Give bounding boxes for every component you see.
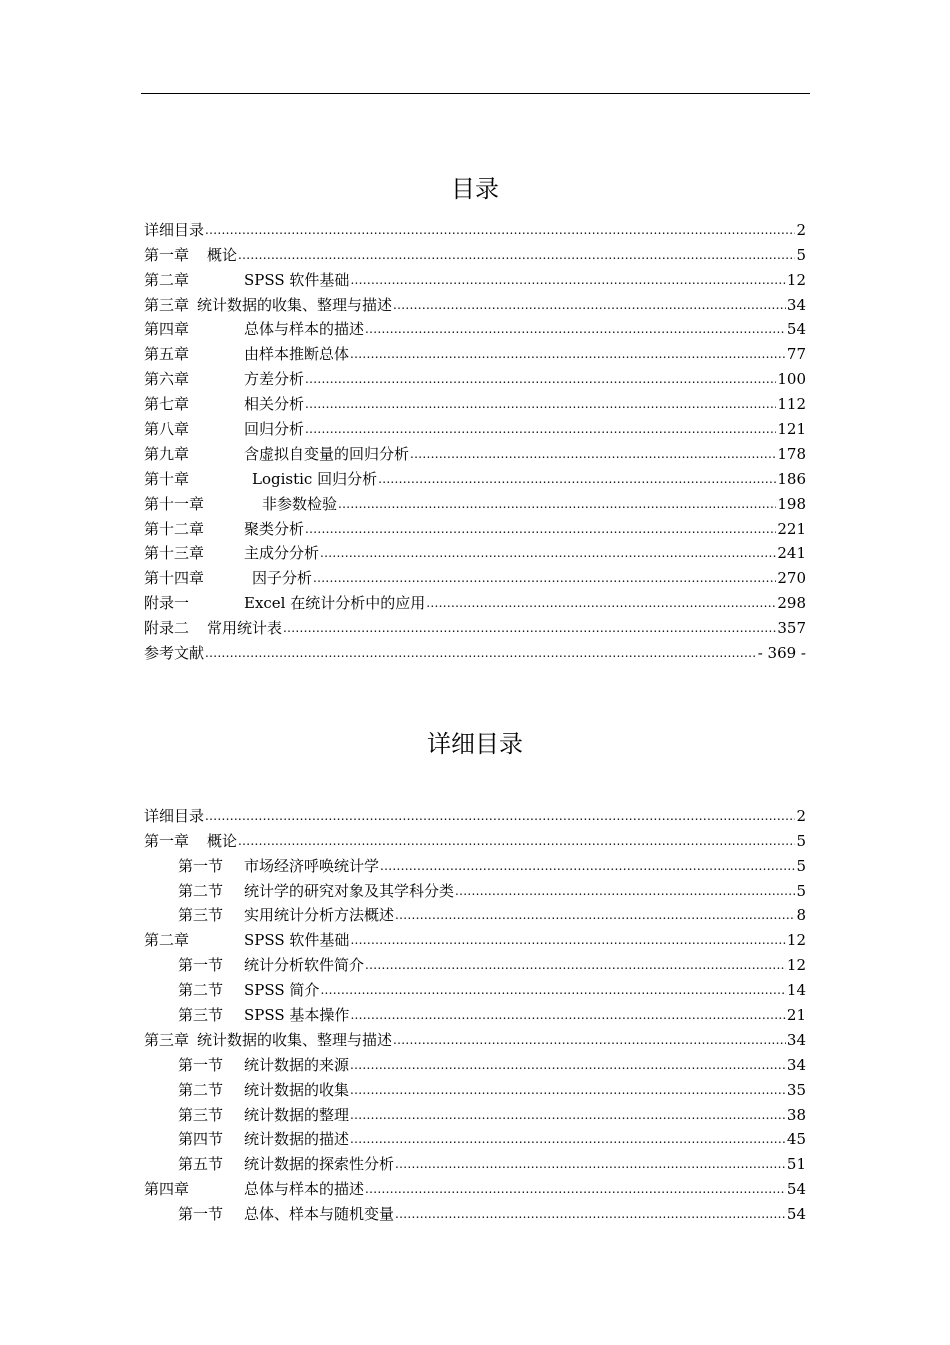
toc-entry-label <box>178 882 454 900</box>
toc-entry-page: 357 <box>777 619 806 638</box>
toc-entry-label <box>178 857 379 875</box>
toc-entry-title: 方差分析 <box>244 370 305 389</box>
toc-entry-page: 12 <box>786 956 806 975</box>
toc-entry-number: 第二节 <box>178 1080 224 1099</box>
detailed-toc-title: 详细目录 <box>427 730 523 758</box>
toc-entry-page: 121 <box>777 420 806 439</box>
toc-entry-number: 第二章 <box>144 931 190 950</box>
toc-entry-title: 详细目录 <box>144 220 205 239</box>
dot-leader <box>320 981 785 999</box>
dot-leader <box>350 1106 786 1124</box>
dot-leader <box>395 906 795 924</box>
toc-entry-page: 5 <box>796 245 806 264</box>
toc-entry-title: SPSS 简介 <box>244 981 320 1000</box>
dot-leader <box>350 345 786 363</box>
toc-entry[interactable] <box>144 214 806 239</box>
toc-entry-number: 第九章 <box>144 444 190 463</box>
toc-entry-label <box>178 1056 349 1074</box>
dot-leader <box>283 619 776 637</box>
toc-entry-page: 298 <box>777 594 806 613</box>
dot-leader <box>238 832 795 850</box>
toc-entry-page: 34 <box>786 1055 806 1074</box>
toc-entry-label <box>144 395 304 413</box>
toc-entry-label <box>178 981 319 999</box>
dot-leader <box>380 857 795 875</box>
toc-entry-label <box>178 1006 349 1024</box>
toc-entry-label <box>144 520 304 538</box>
toc-entry-title: 概论 <box>207 245 238 264</box>
toc-entry-title: 因子分析 <box>252 569 313 588</box>
dot-leader <box>395 1205 786 1223</box>
toc-entry[interactable] <box>144 999 806 1024</box>
toc-entry-label <box>144 569 312 587</box>
toc-entry-label <box>144 420 304 438</box>
toc-entry-number: 第一节 <box>178 856 224 875</box>
toc-entry-label <box>144 296 392 314</box>
toc-entry[interactable] <box>144 413 806 438</box>
dot-leader <box>205 807 795 825</box>
toc-entry-number: 第一节 <box>178 1205 224 1224</box>
toc-entry-label <box>178 1130 349 1148</box>
toc-entry-title: 统计数据的来源 <box>244 1055 350 1074</box>
toc-entry-title: 主成分分析 <box>244 544 320 563</box>
toc-entry-number: 第二节 <box>178 881 224 900</box>
dot-leader <box>350 931 785 949</box>
toc-entry-number: 第一节 <box>178 956 224 975</box>
toc-entry-page: 2 <box>796 806 806 825</box>
toc-entry-number: 第五节 <box>178 1155 224 1174</box>
toc-entry-title: 由样本推断总体 <box>244 345 350 364</box>
toc-entry-page: 54 <box>786 1205 806 1224</box>
dot-leader <box>395 1155 786 1173</box>
dot-leader <box>305 370 776 388</box>
toc-entry[interactable] <box>144 1024 806 1049</box>
toc-entry[interactable] <box>144 363 806 388</box>
toc-entry-label <box>144 1031 392 1049</box>
toc-entry[interactable] <box>144 900 806 925</box>
toc-entry[interactable] <box>144 513 806 538</box>
toc-entry[interactable] <box>144 1049 806 1074</box>
dot-leader <box>350 1056 786 1074</box>
toc-entry-number: 第三章 <box>144 1030 190 1049</box>
toc-entry-label <box>144 644 204 662</box>
toc-entry[interactable] <box>144 637 806 662</box>
toc-list <box>144 214 806 662</box>
toc-entry-label <box>144 271 349 289</box>
toc-entry[interactable] <box>144 1198 806 1223</box>
toc-entry-number: 第三节 <box>178 1105 224 1124</box>
toc-entry[interactable] <box>144 463 806 488</box>
toc-entry-page: 270 <box>777 569 806 588</box>
toc-entry-page: 5 <box>796 831 806 850</box>
toc-entry-page: 8 <box>796 906 806 925</box>
toc-entry-label <box>144 221 204 239</box>
toc-entry-number: 第五章 <box>144 345 190 364</box>
toc-entry-label <box>144 832 237 850</box>
toc-entry-page: 14 <box>786 981 806 1000</box>
toc-entry-title: Excel 在统计分析中的应用 <box>244 594 426 613</box>
toc-entry-page: 2 <box>796 220 806 239</box>
toc-entry-label <box>144 345 349 363</box>
toc-entry-page: 38 <box>786 1105 806 1124</box>
toc-entry-label <box>144 1180 364 1198</box>
toc-entry-page: 198 <box>777 494 806 513</box>
toc-entry-title: 总体与样本的描述 <box>244 320 365 339</box>
toc-entry[interactable] <box>144 388 806 413</box>
toc-entry-number: 第十一章 <box>144 494 205 513</box>
toc-entry-label <box>144 246 237 264</box>
toc-title: 目录 <box>451 175 499 203</box>
toc-entry-label <box>178 956 364 974</box>
toc-entry[interactable] <box>144 562 806 587</box>
toc-entry-title: 统计数据的描述 <box>244 1130 350 1149</box>
toc-entry-label <box>144 495 337 513</box>
toc-entry-number: 附录二 <box>144 619 190 638</box>
toc-entry-number: 第四章 <box>144 1180 190 1199</box>
toc-entry[interactable] <box>144 314 806 339</box>
toc-entry-number: 第一节 <box>178 1055 224 1074</box>
toc-entry-page: 12 <box>786 270 806 289</box>
toc-entry-page: 34 <box>786 295 806 314</box>
toc-entry-title: 统计数据的收集、整理与描述 <box>197 1030 393 1049</box>
toc-entry-number: 附录一 <box>144 594 190 613</box>
toc-entry-title: 总体与样本的描述 <box>244 1180 365 1199</box>
toc-entry-title: 统计数据的收集、整理与描述 <box>197 295 393 314</box>
toc-entry[interactable] <box>144 875 806 900</box>
toc-entry-number: 第一章 <box>144 831 190 850</box>
toc-entry[interactable] <box>144 1124 806 1149</box>
toc-entry-page: 112 <box>777 395 806 414</box>
toc-entry-label <box>178 1155 394 1173</box>
toc-entry-page: 241 <box>777 544 806 563</box>
toc-entry-page: 221 <box>777 519 806 538</box>
dot-leader <box>410 445 776 463</box>
dot-leader <box>365 956 786 974</box>
dot-leader <box>205 644 757 662</box>
toc-entry-title: SPSS 软件基础 <box>244 270 350 289</box>
toc-entry-page: 51 <box>786 1155 806 1174</box>
toc-entry-title: 回归分析 <box>244 420 305 439</box>
toc-entry-title: 常用统计表 <box>207 619 283 638</box>
toc-entry-number: 第三节 <box>178 1006 224 1025</box>
toc-entry[interactable] <box>144 1173 806 1198</box>
toc-entry-page: 77 <box>786 345 806 364</box>
toc-entry-label <box>144 619 282 637</box>
toc-entry-number: 第十章 <box>144 469 190 488</box>
toc-entry-title: 统计数据的探索性分析 <box>244 1155 395 1174</box>
toc-entry-number: 第七章 <box>144 395 190 414</box>
dot-leader <box>205 221 795 239</box>
toc-entry-number: 第八章 <box>144 420 190 439</box>
dot-leader <box>350 1130 786 1148</box>
toc-entry[interactable] <box>144 338 806 363</box>
toc-entry-number: 第十二章 <box>144 519 205 538</box>
toc-entry[interactable] <box>144 825 806 850</box>
dot-leader <box>305 420 776 438</box>
toc-entry-title: 总体、样本与随机变量 <box>244 1205 395 1224</box>
toc-entry-page: 100 <box>777 370 806 389</box>
toc-entry-title: 概论 <box>207 831 238 850</box>
toc-entry[interactable] <box>144 800 806 825</box>
toc-entry-title: 含虚拟自变量的回归分析 <box>244 444 410 463</box>
toc-entry-page: 45 <box>786 1130 806 1149</box>
toc-entry-page: 21 <box>786 1006 806 1025</box>
toc-entry[interactable] <box>144 1099 806 1124</box>
dot-leader <box>378 470 776 488</box>
toc-entry-title: SPSS 软件基础 <box>244 931 350 950</box>
toc-entry-number: 第二章 <box>144 270 190 289</box>
toc-entry-title: 实用统计分析方法概述 <box>244 906 395 925</box>
toc-entry[interactable] <box>144 612 806 637</box>
dot-leader <box>455 882 795 900</box>
toc-entry-label <box>144 320 364 338</box>
toc-entry-page: 12 <box>786 931 806 950</box>
toc-entry[interactable] <box>144 538 806 563</box>
toc-entry-page: 5 <box>796 856 806 875</box>
dot-leader <box>365 1180 786 1198</box>
dot-leader <box>350 1006 785 1024</box>
detailed-toc-list <box>144 800 806 1223</box>
toc-entry-title: 详细目录 <box>144 806 205 825</box>
toc-entry-number: 第一章 <box>144 245 190 264</box>
dot-leader <box>350 271 785 289</box>
dot-leader <box>313 569 776 587</box>
toc-entry-page: 178 <box>777 444 806 463</box>
toc-entry-label <box>144 931 349 949</box>
toc-entry-label <box>178 1205 394 1223</box>
toc-entry-number: 第四节 <box>178 1130 224 1149</box>
toc-entry-number: 第十三章 <box>144 544 205 563</box>
toc-entry[interactable] <box>144 850 806 875</box>
toc-entry-page: - 369 - <box>757 644 806 663</box>
toc-entry-label <box>144 807 204 825</box>
toc-entry-title: 统计数据的整理 <box>244 1105 350 1124</box>
toc-entry-title: SPSS 基本操作 <box>244 1006 350 1025</box>
dot-leader <box>393 1031 786 1049</box>
dot-leader <box>426 594 776 612</box>
toc-entry[interactable] <box>144 438 806 463</box>
toc-entry-title: 参考文献 <box>144 644 205 663</box>
toc-entry-page: 54 <box>786 1180 806 1199</box>
toc-entry-label <box>178 1106 349 1124</box>
toc-entry-label <box>178 906 394 924</box>
toc-entry-label <box>144 445 409 463</box>
dot-leader <box>338 495 776 513</box>
toc-entry-page: 5 <box>796 881 806 900</box>
toc-entry-title: 统计分析软件简介 <box>244 956 365 975</box>
toc-entry[interactable] <box>144 587 806 612</box>
toc-entry-page: 54 <box>786 320 806 339</box>
toc-entry-title: 相关分析 <box>244 395 305 414</box>
toc-entry-title: 市场经济呼唤统计学 <box>244 856 380 875</box>
dot-leader <box>305 395 776 413</box>
toc-entry-title: 统计学的研究对象及其学科分类 <box>244 881 455 900</box>
toc-entry-label <box>144 370 304 388</box>
toc-entry-label <box>178 1081 349 1099</box>
toc-entry[interactable] <box>144 264 806 289</box>
toc-entry-number: 第二节 <box>178 981 224 1000</box>
dot-leader <box>320 544 776 562</box>
toc-entry[interactable] <box>144 488 806 513</box>
toc-entry-page: 34 <box>786 1030 806 1049</box>
header-rule <box>141 93 810 94</box>
dot-leader <box>305 520 776 538</box>
toc-entry[interactable] <box>144 949 806 974</box>
toc-entry-number: 第三节 <box>178 906 224 925</box>
toc-entry-page: 186 <box>777 469 806 488</box>
toc-entry-label <box>144 594 425 612</box>
toc-entry[interactable] <box>144 974 806 999</box>
toc-entry-label <box>144 470 377 488</box>
toc-entry[interactable] <box>144 1148 806 1173</box>
toc-entry-number: 第十四章 <box>144 569 205 588</box>
toc-entry[interactable] <box>144 239 806 264</box>
dot-leader <box>350 1081 786 1099</box>
dot-leader <box>365 320 786 338</box>
toc-entry-title: 聚类分析 <box>244 519 305 538</box>
toc-entry[interactable] <box>144 924 806 949</box>
toc-entry-page: 35 <box>786 1080 806 1099</box>
dot-leader <box>393 296 786 314</box>
toc-entry[interactable] <box>144 289 806 314</box>
toc-entry-number: 第六章 <box>144 370 190 389</box>
toc-entry[interactable] <box>144 1074 806 1099</box>
toc-entry-number: 第四章 <box>144 320 190 339</box>
dot-leader <box>238 246 795 264</box>
toc-entry-number: 第三章 <box>144 295 190 314</box>
toc-entry-title: 非参数检验 <box>262 494 338 513</box>
toc-entry-label <box>144 544 319 562</box>
toc-entry-title: Logistic 回归分析 <box>252 469 378 488</box>
toc-entry-title: 统计数据的收集 <box>244 1080 350 1099</box>
